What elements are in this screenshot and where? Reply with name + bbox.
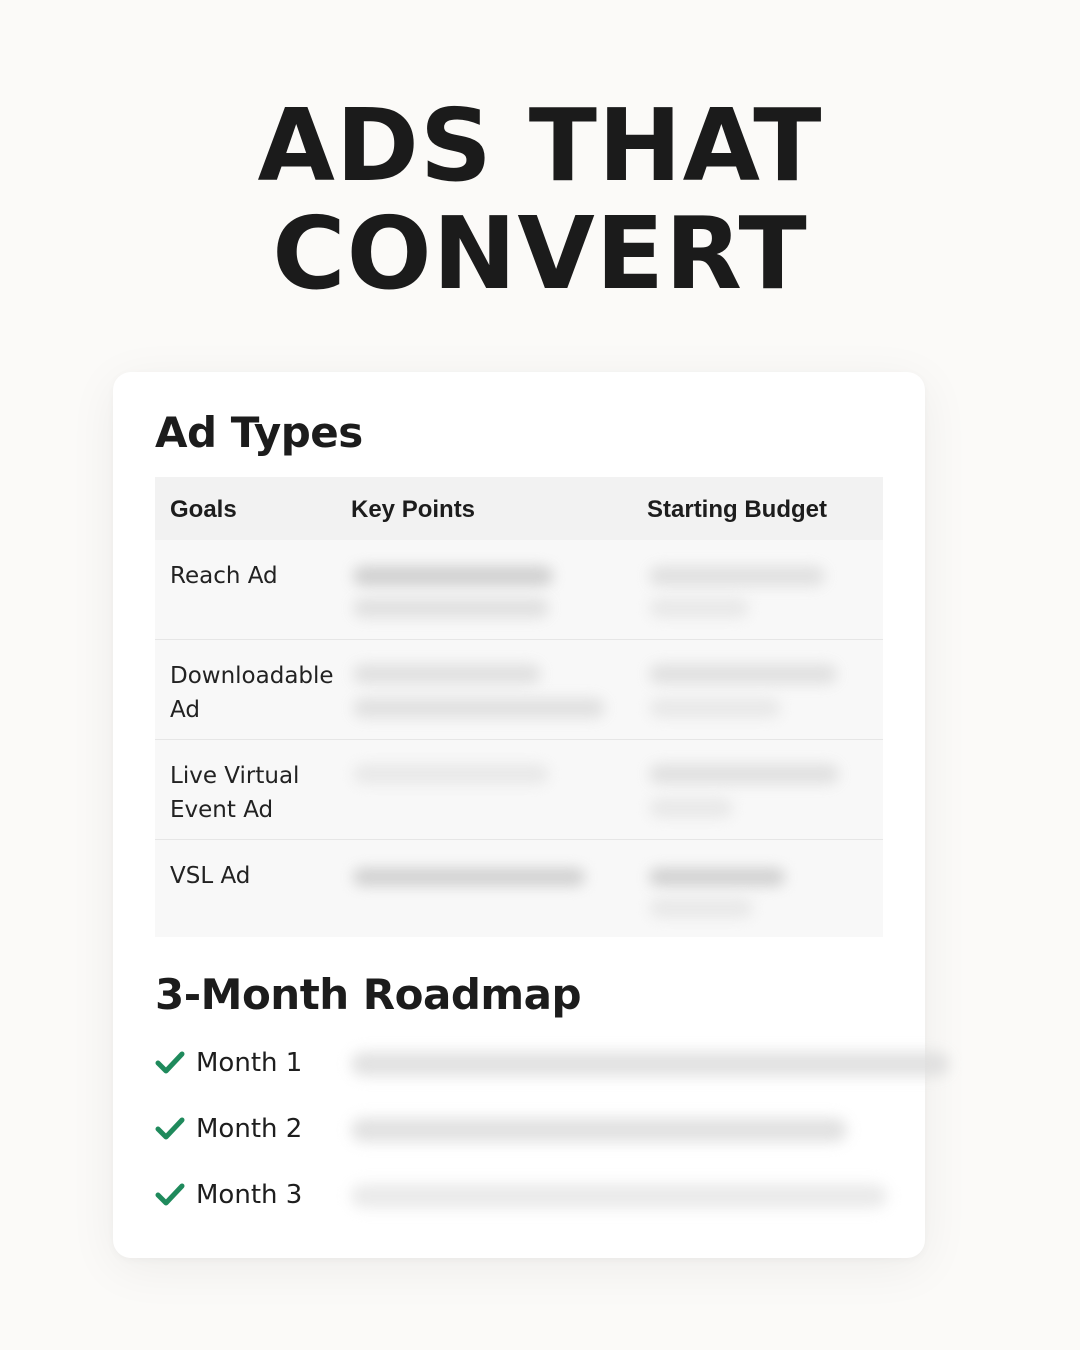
redacted-roadmap-text — [351, 1052, 949, 1076]
roadmap-item — [155, 1110, 915, 1150]
cell-goal: Reach Ad — [170, 563, 278, 589]
table-row — [155, 540, 883, 639]
redacted-key-points — [353, 598, 549, 618]
redacted-key-points — [353, 566, 553, 586]
header-starting-budget: Starting Budget — [647, 496, 827, 523]
roadmap-title: 3-Month Roadmap — [155, 970, 582, 1019]
redacted-budget — [649, 598, 749, 618]
table-row — [155, 740, 883, 839]
table-row — [155, 840, 883, 939]
hero-title-line-1: ADS THAT — [257, 87, 823, 204]
redacted-roadmap-text — [351, 1118, 847, 1142]
cell-goal: Live Virtual Event Ad — [170, 763, 300, 823]
roadmap-item-label: Month 3 — [196, 1180, 303, 1210]
roadmap-item — [155, 1176, 915, 1216]
redacted-budget — [649, 664, 837, 684]
check-icon — [155, 1116, 185, 1142]
ad-types-table — [155, 477, 883, 937]
ad-types-title: Ad Types — [155, 408, 363, 457]
redacted-budget — [649, 566, 825, 586]
redacted-budget — [649, 698, 781, 718]
cell-goal: VSL Ad — [170, 863, 251, 889]
redacted-budget — [649, 868, 785, 886]
table-row — [155, 640, 883, 739]
header-goals: Goals — [170, 496, 237, 523]
check-icon — [155, 1182, 185, 1208]
redacted-key-points — [353, 664, 541, 684]
roadmap-item-label: Month 2 — [196, 1114, 303, 1144]
content-card — [113, 372, 925, 1258]
redacted-key-points — [353, 868, 585, 886]
redacted-budget — [649, 764, 839, 784]
hero-title-line-2: CONVERT — [272, 195, 808, 312]
redacted-roadmap-text — [351, 1184, 887, 1208]
cell-goal: Downloadable Ad — [170, 663, 334, 723]
hero-title — [0, 87, 1080, 312]
redacted-key-points — [353, 698, 605, 718]
redacted-budget — [649, 798, 733, 818]
roadmap-item-label: Month 1 — [196, 1048, 303, 1078]
table-header — [155, 477, 883, 540]
roadmap-item — [155, 1044, 915, 1084]
redacted-key-points — [353, 764, 549, 784]
check-icon — [155, 1050, 185, 1076]
header-key-points: Key Points — [351, 496, 476, 523]
redacted-budget — [649, 898, 753, 918]
